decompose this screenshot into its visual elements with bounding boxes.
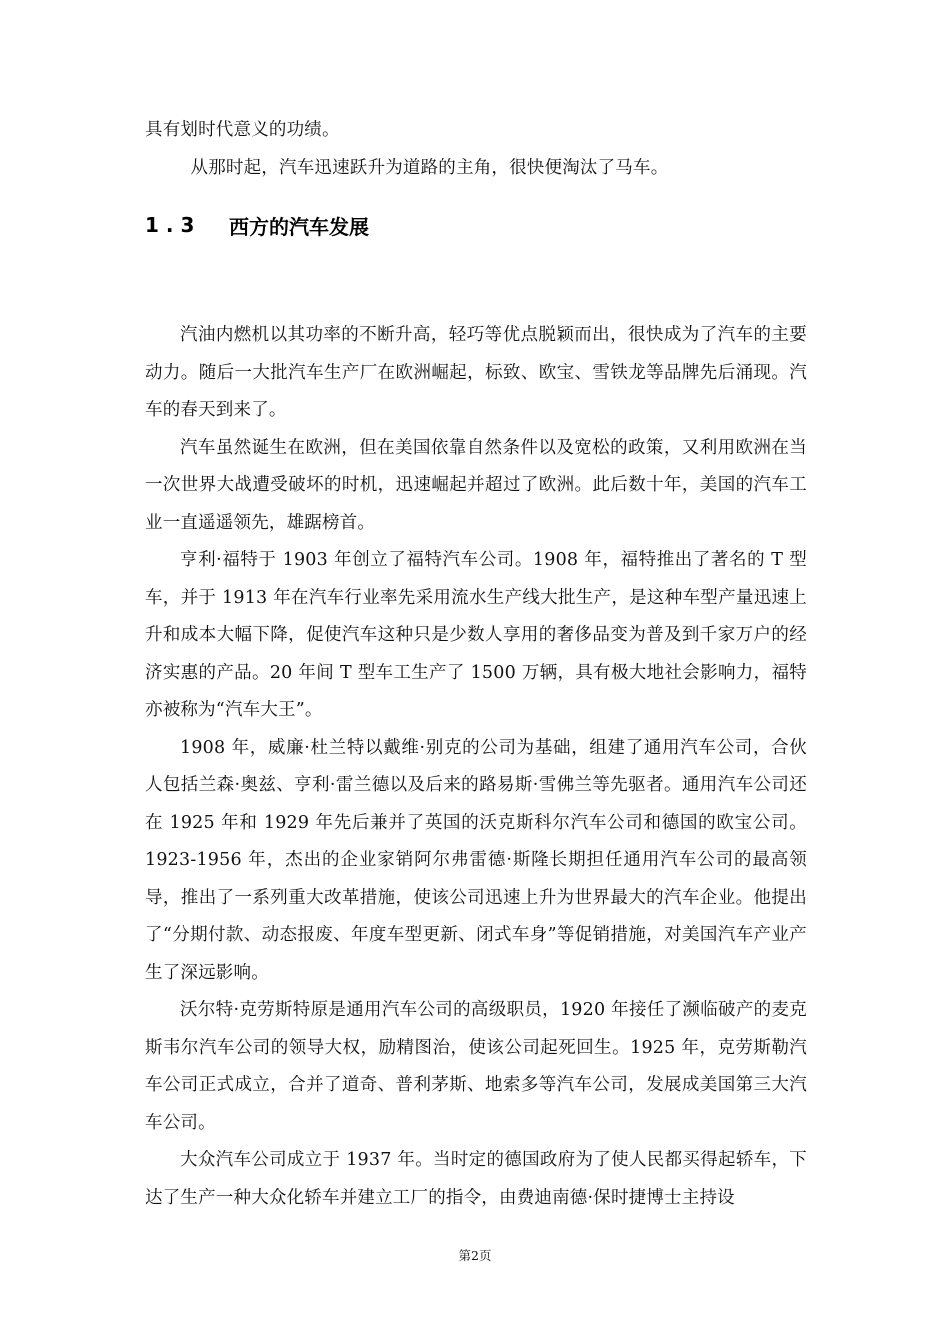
section-number: 1.3	[145, 213, 202, 237]
document-body	[145, 112, 807, 1217]
paragraph: 大众汽车公司成立于 1937 年。当时定的德国政府为了使人民都买得起轿车，下达了生产一种大众化轿车并建立工厂的指令，由费迪南德·保时捷博士主持设	[145, 1150, 807, 1208]
paragraph-continuation: 具有划时代意义的功绩。	[145, 120, 340, 140]
paragraph: 亨利·福特于 1903 年创立了福特汽车公司。1908 年，福特推出了著名的 T 型车，并于 1913 年在汽车行业率先采用流水生产线大批生产，是这种车型产量迅速上升和成本大幅下降，促使汽车这种只是少数人享用的奢侈品变为普及到千家万户的经济实惠的产品。20 年间 T 型车工生产了 1500 万辆，具有极大地社会影响力，福特亦被称为“汽车大王”。	[145, 550, 807, 720]
page-number-footer: 第2页	[458, 1248, 492, 1263]
section-title: 西方的汽车发展	[229, 214, 369, 239]
paragraph: 沃尔特·克劳斯特原是通用汽车公司的高级职员，1920 年接任了濒临破产的麦克斯韦尔汽车公司的领导大权，励精图治，使该公司起死回生。1925 年，克劳斯勒汽车公司正式成立，合并了道奇、普利茅斯、地索多等汽车公司，发展成美国第三大汽车公司。	[145, 1000, 807, 1133]
section-spacer	[145, 245, 807, 317]
section-heading	[145, 205, 807, 245]
paragraph: 1908 年，威廉·杜兰特以戴维·别克的公司为基础，组建了通用汽车公司，合伙人包括兰森·奥兹、亨利·雷兰德以及后来的路易斯·雪佛兰等先驱者。通用汽车公司还在 1925 年和 1929 年先后兼并了英国的沃克斯科尔汽车公司和德国的欧宝公司。1923-1956 年，杰出的企业家销阿尔弗雷德·斯隆长期担任通用汽车公司的最高领导，推出了一系列重大改革措施，使该公司迅速上升为世界最大的汽车企业。他提出了“分期付款、动态报废、年度车型更新、闭式车身”等促销措施，对美国汽车产业产生了深远影响。	[145, 737, 807, 983]
paragraph-intro: 从那时起，汽车迅速跃升为道路的主角，很快便淘汰了马车。	[190, 157, 669, 178]
paragraph: 汽油内燃机以其功率的不断升高，轻巧等优点脱颖而出，很快成为了汽车的主要动力。随后一大批汽车生产厂在欧洲崛起，标致、欧宝、雪铁龙等品牌先后涌现。汽车的春天到来了。	[145, 325, 807, 420]
paragraph: 汽车虽然诞生在欧洲，但在美国依靠自然条件以及宽松的政策，又利用欧洲在当一次世界大战遭受破坏的时机，迅速崛起并超过了欧洲。此后数十年，美国的汽车工业一直遥遥领先，雄踞榜首。	[145, 437, 807, 533]
